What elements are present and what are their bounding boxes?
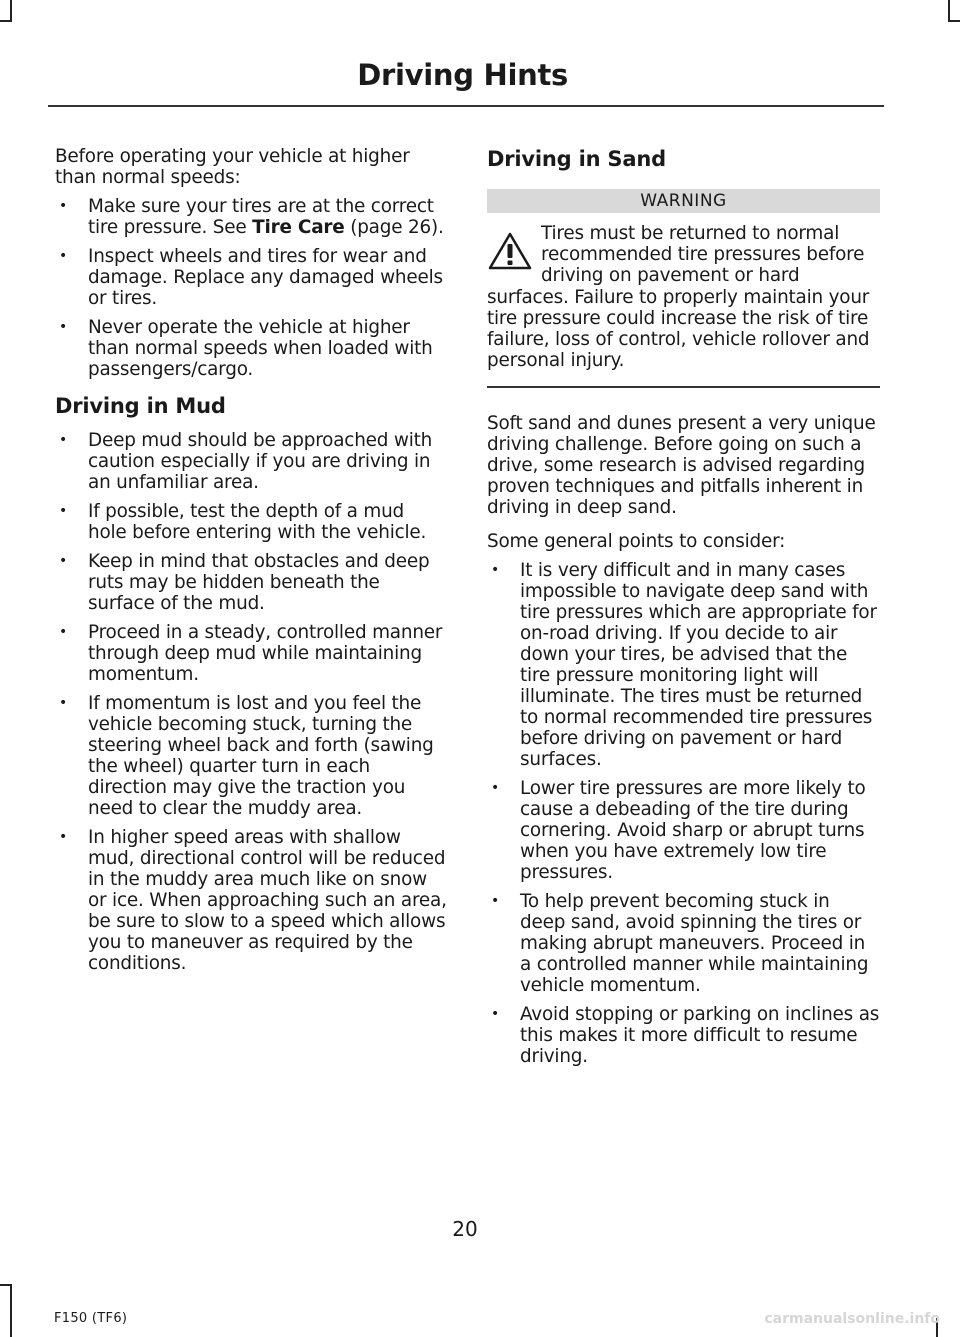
intro-paragraph: Before operating your vehicle at higher than normal speeds: [55,146,410,188]
warning-text: Tires must be returned to normal recommended tire pressures before driving on pavement or hard surfaces. Failure to properly maintain your tire pressure could increase the risk of tire failure, loss of control, vehicle rollover and personal injury. [487,223,870,372]
page-title: Driving Hints [357,58,568,92]
speed-bullet-list [55,196,448,380]
section-heading-mud: Driving in Mud [55,394,226,418]
list-item: • To help prevent becoming stuck in deep sand, avoid spinning the tires or making abrupt maneuvers. Proceed in a controlled manner while maintaining vehicle momentum. [487,891,880,996]
section-heading-sand: Driving in Sand [487,147,666,171]
sand-points-paragraph: Some general points to consider: [487,531,786,553]
tire-care-link[interactable]: Tire Care [252,217,345,238]
list-item: • Avoid stopping or parking on inclines as this makes it more difficult to resume driving. [487,1004,880,1067]
list-item: • If momentum is lost and you feel the vehicle becoming stuck, turning the steering wheel back and forth (sawing the wheel) quarter turn in each direction may give the traction you need to clear the muddy area. [55,693,448,819]
warning-triangle-icon [487,231,533,271]
list-item: • Never operate the vehicle at higher than normal speeds when loaded with passengers/cargo. [55,317,448,380]
crop-mark [10,0,12,22]
list-item: • It is very difficult and in many cases impossible to navigate deep sand with tire pressures which are appropriate for on-road driving. If you decide to air down your tires, be advised that the tire pressure monitoring light will illuminate. The tires must be returned to normal recommended tire pressures before driving on pavement or hard surfaces. [487,560,880,770]
list-item: • Keep in mind that obstacles and deep ruts may be hidden beneath the surface of the mud. [55,551,448,614]
page-reference: (page 26). [344,217,444,238]
model-code: F150 (TF6) [54,1311,128,1326]
list-item: • Lower tire pressures are more likely to cause a debeading of the tire during cornering. Avoid sharp or abrupt turns when you have extremely low tire pressures. [487,778,880,883]
header-divider [48,105,884,107]
crop-mark [948,0,950,22]
watermark: carmanualsonline.info [764,1311,940,1327]
page-number: 20 [452,1217,478,1241]
list-item: • Inspect wheels and tires for wear and damage. Replace any damaged wheels or tires. [55,246,448,309]
crop-mark [10,1284,12,1337]
list-item [55,196,448,238]
crop-mark [0,20,12,22]
list-item: • If possible, test the depth of a mud hole before entering with the vehicle. [55,501,448,543]
list-item: • Deep mud should be approached with caution especially if you are driving in an unfamiliar area. [55,430,448,493]
warning-banner: WARNING [487,189,880,213]
list-item-text: Make sure your tires are at the correct tire pressure. See [88,196,434,238]
mud-bullet-list [55,430,448,974]
left-column [55,146,448,982]
crop-mark [948,20,960,22]
list-item: • Proceed in a steady, controlled manner through deep mud while maintaining momentum. [55,622,448,685]
sand-bullet-list [487,560,880,1067]
warning-box [487,223,880,371]
crop-mark [0,1284,12,1286]
right-column [487,146,880,1075]
sand-intro-paragraph: Soft sand and dunes present a very unique driving challenge. Before going on such a drive, some research is advised regarding proven techniques and pitfalls inherent in driving in deep sand. [487,413,876,519]
list-item: • In higher speed areas with shallow mud, directional control will be reduced in the muddy area much like on snow or ice. When approaching such an area, be sure to slow to a speed which allows you to maneuver as required by the conditions. [55,827,448,974]
warning-divider [487,386,880,388]
